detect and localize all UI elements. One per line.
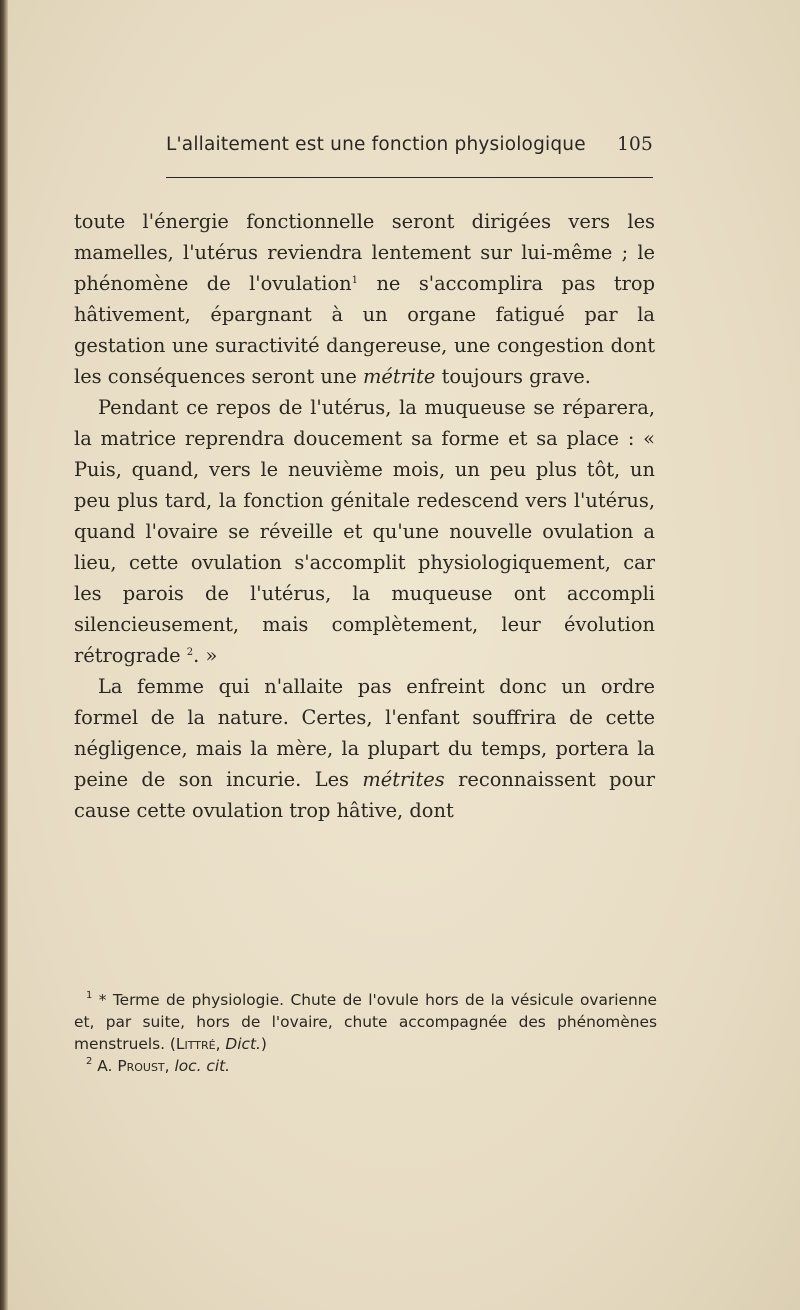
footnote-1-text-b: ) xyxy=(260,1035,267,1053)
footnote-1 xyxy=(74,989,657,1055)
page-number: 105 xyxy=(617,134,653,155)
body-text xyxy=(74,206,655,826)
footnote-2-marker: 2 xyxy=(86,1056,93,1067)
footnote-1-author: Littré xyxy=(175,1035,216,1053)
footnotes xyxy=(74,989,657,1077)
paragraph-2-text-b: . » xyxy=(193,644,218,667)
footnote-2-separator: , xyxy=(164,1057,175,1075)
footnote-2-text-a: A. xyxy=(92,1057,118,1075)
header-rule xyxy=(166,177,653,178)
paragraph-1-text-a: toute l'énergie fonctionnelle seront dirigées vers les mamelles, l'utérus reviendra lentement sur lui-même ; le phénomène de l'ovulation xyxy=(74,210,655,295)
paragraph-1-text-b: ne s'accomplira pas trop hâtivement, épargnant à un organe fatigué par la gestation une suractivité dangereuse, une congestion dont les conséquences seront une xyxy=(74,272,655,388)
paragraph-3-text-a: La femme qui n'allaite pas enfreint donc un ordre formel de la nature. Certes, l'enfant souffrira de cette négligence, mais la mère, la plupart du temps, portera la peine de son incurie. Les xyxy=(74,675,655,791)
footnote-2-work: loc. cit. xyxy=(174,1057,231,1075)
paragraph-2-text-a: Pendant ce repos de l'utérus, la muqueuse se réparera, la matrice reprendra doucement sa forme et sa place : « Puis, quand, vers le neuvième mois, un peu plus tôt, un peu plus tard, la fonction génitale redescend vers l'utérus, quand l'ovaire se réveille et qu'une nouvelle ovulation a lieu, cette ovulation s'accomplit physiologiquement, car les parois de l'utérus, la muqueuse ont accompli silencieusement, mais complètement, leur évolution rétrograde xyxy=(74,396,655,667)
paragraph-3 xyxy=(74,671,655,826)
paragraph-1 xyxy=(74,206,655,392)
footnote-2 xyxy=(74,1055,657,1077)
paragraph-2 xyxy=(74,392,655,671)
italic-term-metrite: métrite xyxy=(363,365,436,388)
italic-term-metrites: métrites xyxy=(362,768,445,791)
footnote-1-separator: , xyxy=(215,1035,226,1053)
footnote-1-work: Dict. xyxy=(225,1035,261,1053)
paragraph-1-text-c: toujours grave. xyxy=(435,365,591,388)
paragraph-3-text-b: reconnaissent pour cause cette ovulation trop hâtive, dont xyxy=(74,768,655,822)
page-binding-edge xyxy=(0,0,8,1310)
footnote-2-author: Proust xyxy=(117,1057,165,1075)
footnote-1-text-a: * Terme de physiologie. Chute de l'ovule hors de la vésicule ovarienne et, par suite, hors de l'ovaire, chute accompagnée des phénomènes menstruels. ( xyxy=(74,991,657,1053)
footnote-ref-1: 1 xyxy=(351,275,359,286)
footnote-ref-2: 2 xyxy=(186,647,194,658)
running-title: L'allaitement est une fonction physiologique xyxy=(166,134,586,155)
footnote-1-marker: 1 xyxy=(86,990,93,1001)
running-head xyxy=(166,134,653,164)
